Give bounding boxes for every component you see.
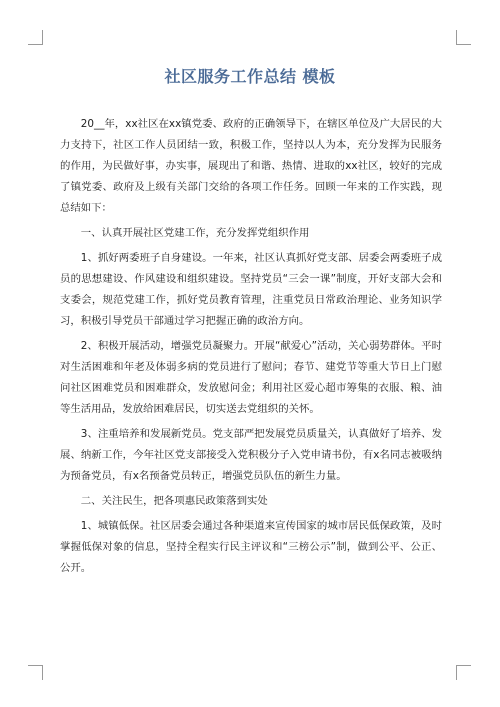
section-heading-2: 二、关注民生，把各项惠民政策落到实处: [80, 495, 268, 507]
intro-paragraph: 20__年，xx社区在xx镇党委、政府的正确领导下，在辖区单位及广大居民的大力支持下，社区工作人员团结一致，积极工作，坚持以人为本，充分发挥为民服务的作用，为民做好事，办实事，展现出了和谐、热情、进取的xx社区，较好的完成了镇党委、政府及上级有关部门交给的各项工作任务。回顾一年来的工作实践，现总结如下：: [60, 118, 442, 214]
crop-mark-bottom-right: [456, 665, 471, 680]
paragraph-1-3: 3、注重培养和发展新党员。党支部严把发展党员质量关，认真做好了培养、发展、纳新工作，今年社区党支部接受入党积极分子入党申请书份，有x名同志被吸纳为预备党员，有x名预备党员转正，增强党员队伍的新生力量。: [60, 428, 442, 482]
section-heading-1: 一、认真开展社区党建工作，充分发挥党组织作用: [80, 227, 310, 239]
paragraph-1-1: 1、抓好两委班子自身建设。一年来，社区认真抓好党支部、居委会两委班子成员的思想建设、作风建设和组织建设。坚持党员“三会一课”制度，开好支部大会和支委会，规范党建工作，抓好党员教育管理，注重党员日常政治理论、业务知识学习，积极引导党员干部通过学习把握正确的政治方向。: [60, 252, 442, 327]
document-title: 社区服务工作总结 模板: [164, 67, 336, 86]
paragraph-1-2: 2、积极开展活动，增强党员凝聚力。开展“献爱心”活动，关心弱势群体。平时对生活困难和年老及体弱多病的党员进行了慰问；春节、建党节等重大节日上门慰问社区困难党员和困难群众，发放慰问金；利用社区爱心超市筹集的衣服、粮、油等生活用品，发放给困难居民，切实送去党组织的关怀。: [60, 340, 442, 415]
crop-mark-top-left: [28, 30, 43, 45]
document-body: [60, 114, 442, 583]
crop-mark-top-right: [456, 30, 471, 45]
crop-mark-bottom-left: [28, 665, 43, 680]
paragraph-2-1: 1、城镇低保。社区居委会通过各种渠道来宣传国家的城市居民低保政策，及时掌握低保对象的信息，坚持全程实行民主评议和“三榜公示”制，做到公平、公正、公开。: [60, 520, 442, 574]
